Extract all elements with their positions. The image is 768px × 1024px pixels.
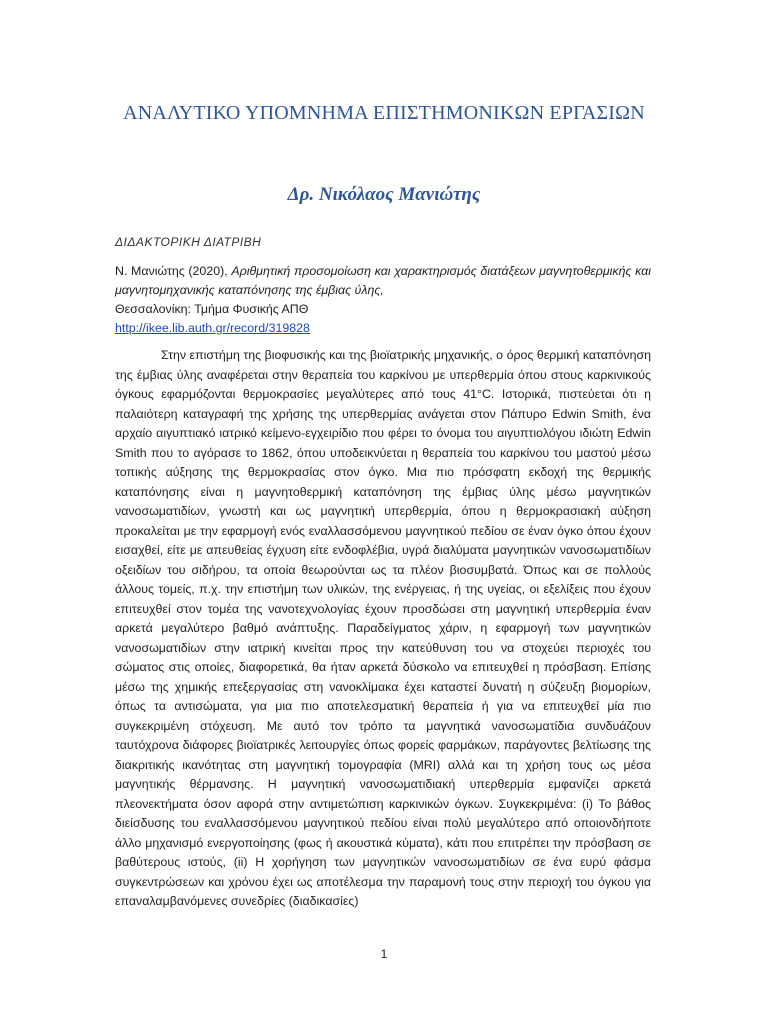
citation-place: Θεσσαλονίκη: Τμήμα Φυσικής ΑΠΘ — [115, 302, 309, 316]
page-number: 1 — [380, 947, 388, 961]
citation-title: Αριθμητική προσομοίωση και χαρακτηρισμός διατάξεων μαγνητοθερμικής και μαγνητομηχανικής καταπόνησης της έμβιας ύλης, — [115, 264, 651, 297]
body-paragraph: Στην επιστήμη της βιοφυσικής και της βιοϊατρικής μηχανικής, ο όρος θερμική καταπόνηση της έμβιας ύλης αναφέρεται στην θεραπεία του καρκίνου με υπερθερμία όπου στους καρκινικούς όγκους εφαρμόζονται θερμοκρασίες μεγαλύτερες από τους 41°C. Ιστορικά, πιστεύεται ότι η παλαιότερη καταγραφή της χρήσης της υπερθερμίας ανάγεται στον Πάπυρο Edwin Smith, ένα αρχαίο αιγυπτιακό ιατρικό κείμενο-εγχειρίδιο που φέρει το όνομα του αιγυπτιολόγου ιδιώτη Edwin Smith που το αγόρασε το 1862, όπου υποδεικνύεται η θεραπεία του καρκίνου του μαστού μέσω τοπικής αύξησης της θερμοκρασίας στον όγκο. Μια πιο πρόσφατη εκδοχή της θερμικής καταπόνησης είναι η μαγνητοθερμική καταπόνηση της έμβιας ύλης μέσω μαγνητικών νανοσωματιδίων, γνωστή και ως μαγνητική υπερθερμία, όπου η θερμοκρασιακή αύξηση προκαλείται με την εφαρμογή ενός εναλλασσόμενου μαγνητικού πεδίου σε έναν όγκο όπου έχουν εισαχθεί, είτε με απευθείας έγχυση είτε ενδοφλέβια, υγρά διαλύματα μαγνητικών νανοσωματιδίων οξειδίων του σιδήρου, τα οποία θεωρούνται ως τα πλέον βιοσυμβατά. Όπως και σε πολλούς άλλους τομείς, π.χ. την επιστήμη των υλικών, της ενέργειας, ή της υγείας, οι εξελίξεις που έχουν επιτευχθεί στον τομέα της νανοτεχνολογίας έχουν προσδώσει στη μαγνητική υπερθερμία έναν αρκετά μεγαλύτερο βαθμό ανάπτυξης. Παραδείγματος χάριν, η εφαρμογή των μαγνητικών νανοσωματιδίων στην ιατρική κινείται προς την κατεύθυνση του να στοχεύει περιοχές του σώματος στις οποίες, διαφορετικά, θα ήταν αρκετά δύσκολο να επιτευχθεί η πρόσβαση. Επίσης μέσω της χημικής επεξεργασίας στη νανοκλίμακα έχει καταστεί δυνατή η σύζευξη βιομορίων, όπως τα αντισώματα, για μια πιο αποτελεσματική θεραπεία ή για να επιτευχθεί μία πιο συγκεκριμένη στόχευση. Με αυτό τον τρόπο τα μαγνητικά νανοσωματίδια συνδυάζουν ταυτόχρονα διάφορες βιοϊατρικές λειτουργίες όπως φορείς φαρμάκων, παράγοντες βελτίωσης της διακριτικής ικανότητας στη μαγνητική τομογραφία (MRI) αλλά και τη χρήση τους ως μέσα μαγνητικής θέρμανσης. Η μαγνητική νανοσωματιδιακή υπερθερμία εμφανίζει αρκετά πλεονεκτήματα όσον αφορά στην αντιμετώπιση καρκινικών όγκων. Συγκεκριμένα: (i) Το βάθος διείσδυσης του εναλλασσόμενου μαγνητικού πεδίου είναι πολύ μεγαλύτερο από οποιονδήποτε άλλο μηχανισμό ενεργοποίησης (φως ή ακουστικά κύματα), κάτι που επιτρέπει την πρόσβαση σε βαθύτερους ιστούς, (ii) Η χορήγηση των μαγνητικών νανοσωματιδίων σε ένα ευρύ φάσμα συγκεντρώσεων και χρόνου έχει ως αποτέλεσμα την παραμονή τους στην περιοχή του όγκου για επαναλαμβανόμενες συνεδρίες (διαδικασίες) — [115, 348, 651, 908]
citation-link[interactable]: http://ikee.lib.auth.gr/record/319828 — [115, 321, 310, 335]
citation — [115, 262, 651, 338]
citation-author: Ν. Μανιώτης — [115, 264, 185, 278]
citation-year: (2020), — [184, 264, 232, 278]
section-heading: ΔΙΔΑΚΤΟΡΙΚΗ ΔΙΑΤΡΙΒΗ — [115, 235, 262, 249]
document-title: ΑΝΑΛΥΤΙΚΟ ΥΠΟΜΝΗΜΑ ΕΠΙΣΤΗΜΟΝΙΚΩΝ ΕΡΓΑΣΙΩΝ — [123, 102, 645, 124]
author-name: Δρ. Νικόλαος Μανιώτης — [287, 184, 481, 205]
